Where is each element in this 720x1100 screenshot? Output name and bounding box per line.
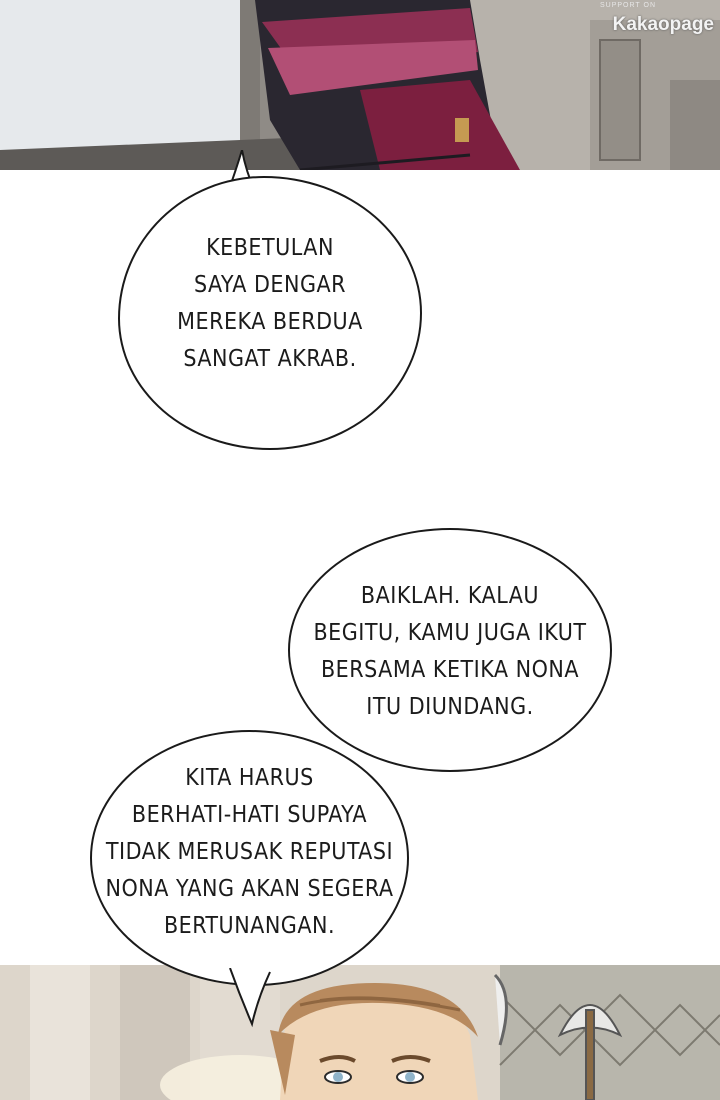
bubble-line: BERHATI-HATI SUPAYA — [131, 802, 368, 828]
speech-bubble-tail — [226, 968, 276, 1028]
bubble-line: BERTUNANGAN. — [163, 913, 336, 939]
watermark-small-text: SUPPORT ON — [599, 2, 656, 9]
bubble-line: ITU DIUNDANG. — [366, 694, 534, 720]
top-comic-panel — [0, 0, 720, 170]
bubble-line: TIDAK MERUSAK REPUTASI — [105, 839, 394, 865]
bottom-comic-panel — [0, 965, 720, 1100]
bubble-line: BEGITU, KAMU JUGA IKUT — [313, 620, 587, 646]
bubble-line: KITA HARUS — [185, 765, 314, 791]
bubble-line: MEREKA BERDUA — [177, 309, 363, 335]
bubble-3-text — [92, 760, 407, 945]
bubble-line: KEBETULAN — [206, 235, 334, 261]
speech-bubble-3 — [90, 730, 409, 986]
speech-bubble-2 — [288, 528, 612, 772]
bubble-line: BAIKLAH. KALAU — [360, 583, 540, 609]
bottom-panel-illustration — [0, 965, 720, 1100]
kakaopage-watermark: Kakaopage — [612, 14, 714, 35]
bubble-line: BERSAMA KETIKA NONA — [320, 657, 580, 683]
bubble-2-text — [290, 578, 610, 726]
speech-bubble-1 — [118, 176, 422, 450]
bubble-line: NONA YANG AKAN SEGERA — [105, 876, 394, 902]
bubble-line: SAYA DENGAR — [193, 272, 347, 298]
bubble-1-text — [120, 230, 420, 378]
bubble-line: SANGAT AKRAB. — [183, 346, 357, 372]
